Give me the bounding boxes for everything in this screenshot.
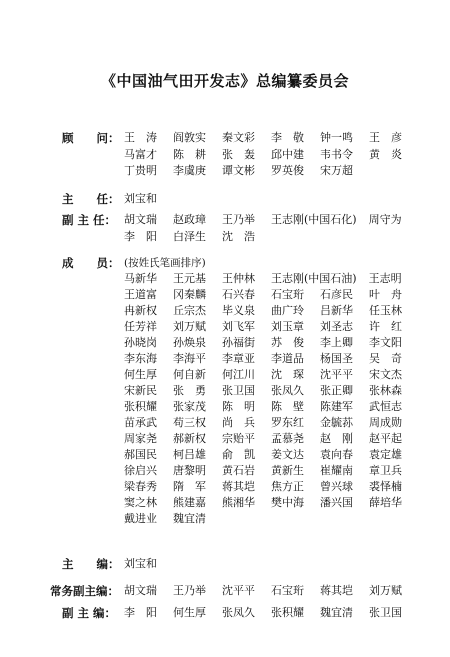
person-name: 俞 凯 [222,448,255,461]
person-name: 陈 耕 [173,147,206,161]
members-row [124,447,418,463]
advisors-row [124,163,369,179]
person-name: 袁向春 [320,448,353,461]
person-name: 王志刚(中国石化) [271,213,357,226]
person-name: 白泽生 [173,229,206,243]
person-name: 王仲林 [222,272,255,285]
person-name: 唐黎明 [173,464,206,477]
vice-directors-label: 副 主 任： [62,213,117,227]
exec-vice-editors-label: 常务副主编： [50,584,119,598]
person-name: 刘玉章 [271,320,304,333]
person-name: 吴 奇 [369,352,402,365]
person-name: 邱中建 [271,147,304,161]
person-name: 周守为 [368,213,402,226]
person-name: 崔耀南 [320,464,353,477]
person-name: 叶 舟 [369,288,402,301]
person-name: 李上卿 [320,336,353,349]
person-name: 张正卿 [320,384,353,397]
person-name: 何生厚 [124,368,157,381]
person-name: 沈 琛 [271,368,304,381]
person-name: 孙焕泉 [173,336,206,349]
person-name: 胡文瑞 [124,213,157,226]
person-name: 曾兴球 [320,480,353,493]
advisors-row [124,130,418,146]
person-name: 苟三权 [173,416,206,429]
person-name: 李 阳 [124,229,157,243]
person-name: 柯吕雄 [173,448,206,461]
person-name: 罗东红 [271,416,304,429]
vice-directors-row [124,212,418,228]
members-row [124,431,418,447]
person-name: 黄新生 [271,464,304,477]
person-name: 何生厚 [173,606,206,619]
members-row [124,495,418,511]
person-name: 周成勋 [369,416,402,429]
person-name: 石宝珩 [271,584,304,597]
person-name: 宋文杰 [369,368,402,381]
person-name: 窦之林 [124,496,157,509]
person-name: 刘万赋 [369,584,402,597]
person-name: 李虞庚 [173,164,206,177]
members-row [124,303,418,319]
person-name: 周家尧 [124,432,157,445]
person-name: 王志刚(中国石油) [271,272,357,285]
exec-vice-editors-row [124,583,418,599]
person-name: 任芳祥 [124,320,157,333]
person-name: 韦书令 [320,147,353,161]
person-name: 张卫国 [369,606,402,619]
person-name: 蒋其垲 [222,480,255,493]
person-name: 李海平 [173,352,206,365]
person-name: 曲广玲 [271,304,304,317]
person-name: 何自新 [173,368,206,381]
person-name: 王元基 [173,272,206,285]
person-name: 李文阳 [369,336,402,349]
person-name: 张林森 [369,384,402,397]
person-name: 张卫国 [222,384,255,397]
members-row [124,463,418,479]
person-name: 冈秦麟 [173,288,206,301]
person-name: 石宝珩 [271,288,304,301]
person-name: 丘宗杰 [173,304,206,317]
person-name: 薛培华 [369,496,402,509]
members-row [124,319,418,335]
person-name: 任玉林 [369,304,402,317]
advisors-row [124,147,418,163]
person-name: 张积耀 [124,400,157,413]
person-name: 丁贵明 [124,164,157,177]
members-row [124,399,418,415]
person-name: 戴进业 [124,512,157,525]
members-row [124,271,418,287]
advisors-label: 顾 问： [62,131,120,145]
person-name: 熊湘华 [222,496,255,509]
person-name: 苗承武 [124,416,157,429]
person-name: 孙福街 [222,336,255,349]
person-name: 刘万赋 [173,320,206,333]
person-name: 苏 俊 [271,336,304,349]
person-name: 徐启兴 [124,464,157,477]
person-name: 宗贻平 [222,432,255,445]
members-label: 成 员： [62,256,120,270]
person-name: 樊中海 [271,496,304,509]
person-name: 郝国民 [124,448,157,461]
person-name: 刘宝和 [124,192,157,205]
sort-note: (按姓氏笔画排序) [124,257,206,269]
person-name: 吕新华 [320,304,353,317]
person-name: 隋 军 [173,480,206,493]
person-name: 李章亚 [222,352,255,365]
person-name: 李 敬 [271,131,304,144]
person-name: 石兴春 [222,288,255,301]
director-label: 主 任： [62,192,120,206]
vice-editors-label: 副 主 编： [62,606,117,620]
person-name: 黄石岩 [222,464,255,477]
person-name: 罗英俊 [271,164,304,177]
members-row [124,511,222,527]
person-name: 赵平起 [369,432,402,445]
person-name: 阎敦实 [173,131,206,144]
person-name: 尚 兵 [222,416,255,429]
person-name: 王乃举 [173,584,206,597]
person-name: 宋万超 [320,164,353,177]
chief-editor-label: 主 编： [62,557,120,571]
person-name: 张家茂 [173,400,206,413]
person-name: 黄 炎 [369,147,402,161]
person-name: 王 彦 [369,131,402,144]
members-row [124,415,418,431]
director-row [124,191,173,207]
person-name: 沈平平 [222,584,255,597]
person-name: 陈 壁 [271,400,304,413]
members-row [124,479,418,495]
person-name: 张 勇 [173,384,206,397]
members-row [124,335,418,351]
person-name: 张凤久 [271,384,304,397]
person-name: 陈 明 [222,400,255,413]
members-row [124,351,418,367]
person-name: 袁定雄 [369,448,402,461]
person-name: 何江川 [222,368,255,381]
person-name: 谭文彬 [222,164,255,177]
person-name: 张 轰 [222,147,255,161]
person-name: 刘圣志 [320,320,353,333]
person-name: 胡文瑞 [124,584,157,597]
person-name: 孟慕尧 [271,432,304,445]
person-name: 魏宜清 [173,512,206,525]
person-name: 孙晓岗 [124,336,157,349]
person-name: 李 阳 [124,606,157,619]
person-name: 赵政璋 [173,213,206,226]
person-name: 裘怿楠 [369,480,402,493]
person-name: 冉新权 [124,304,157,317]
vice-directors-row [124,229,271,245]
members-row [124,383,418,399]
page-title: 《中国油气田开发志》总编纂委员会 [100,72,349,90]
person-name: 武恒志 [369,400,402,413]
person-name: 毕义泉 [222,304,255,317]
person-name: 王志明 [368,272,402,285]
members-row [124,367,418,383]
person-name: 石彦民 [320,288,353,301]
person-name: 马富才 [124,147,157,161]
person-name: 王道富 [124,288,157,301]
person-name: 熊建嘉 [173,496,206,509]
person-name: 章卫兵 [369,464,402,477]
person-name: 秦文彩 [222,131,255,144]
person-name: 王 涛 [124,131,157,144]
person-name: 李东海 [124,352,157,365]
person-name: 杨国圣 [320,352,353,365]
person-name: 赵 刚 [320,432,353,445]
person-name: 潘兴国 [320,496,353,509]
person-name: 刘宝和 [124,557,157,570]
person-name: 魏宜清 [320,606,353,619]
person-name: 焦方正 [271,480,304,493]
person-name: 陈建军 [320,400,353,413]
person-name: 王乃举 [222,213,255,226]
person-name: 李道品 [271,352,304,365]
person-name: 郝新权 [173,432,206,445]
person-name: 刘飞军 [222,320,255,333]
person-name: 梁春秀 [124,480,157,493]
person-name: 沈平平 [320,368,353,381]
person-name: 姜文达 [271,448,304,461]
members-row [124,287,418,303]
person-name: 马新华 [124,272,157,285]
person-name: 蒋其垲 [320,584,353,597]
person-name: 沈 浩 [222,229,255,243]
person-name: 张凤久 [222,606,255,619]
person-name: 张积耀 [271,606,304,619]
person-name: 金毓荪 [320,416,353,429]
person-name: 许 红 [369,320,402,333]
chief-editor-row [124,556,173,572]
person-name: 宋新民 [124,384,157,397]
vice-editors-row [124,605,418,621]
person-name: 钟一鸣 [320,131,353,144]
